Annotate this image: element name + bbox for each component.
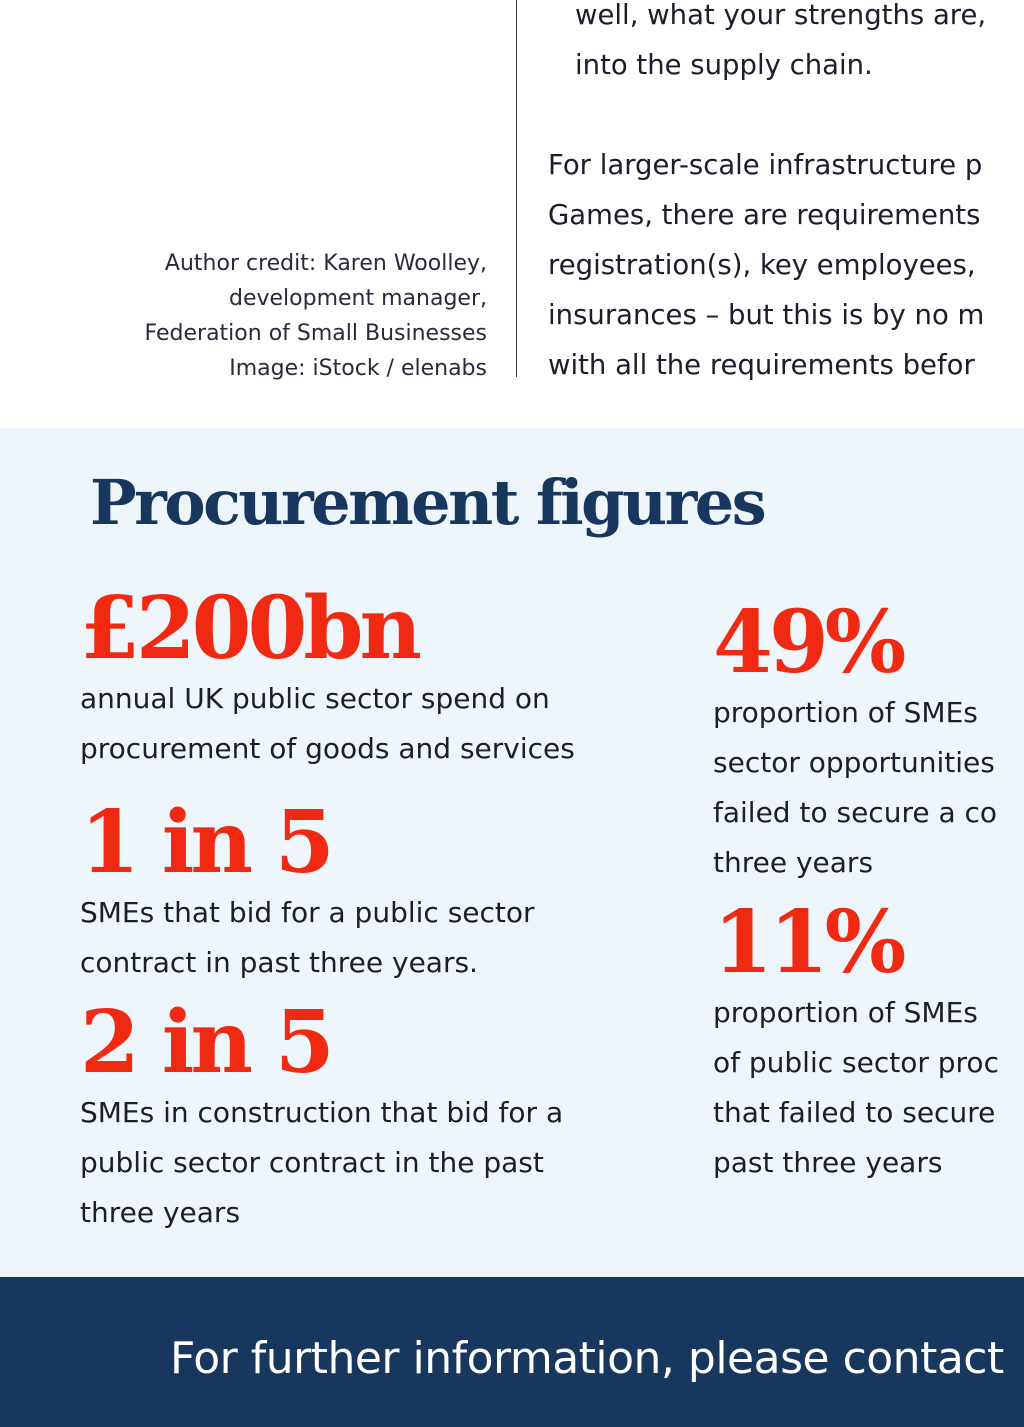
stat-description-line: contract in past three years. bbox=[80, 946, 478, 979]
article-top-section bbox=[0, 0, 1024, 428]
list-item-text: into the supply chain. bbox=[575, 49, 873, 81]
stat-value: 2 in 5 bbox=[80, 992, 331, 1093]
stat-description-line: public sector contract in the past bbox=[80, 1146, 544, 1179]
stat-procurement-failed bbox=[713, 892, 999, 1188]
credit-line: Federation of Small Businesses bbox=[144, 321, 487, 346]
stat-construction-smes bbox=[80, 992, 564, 1238]
paragraph-line: For larger-scale infrastructure p bbox=[548, 149, 983, 181]
author-credit bbox=[47, 246, 487, 386]
stat-description-line: three years bbox=[80, 1196, 241, 1229]
paragraph-line: with all the requirements befor bbox=[548, 349, 975, 381]
footer-contact-text: For further information, please contact bbox=[170, 1333, 1004, 1384]
stat-description-line: past three years bbox=[713, 1146, 943, 1179]
paragraph-line: Games, there are requirements bbox=[548, 199, 981, 231]
stat-value: £200bn bbox=[80, 578, 419, 679]
contact-footer bbox=[0, 1277, 1024, 1427]
stat-public-spend bbox=[80, 578, 575, 774]
stat-value: 49% bbox=[713, 592, 903, 693]
figures-title: Procurement figures bbox=[90, 466, 765, 539]
stat-description-line: SMEs that bid for a public sector bbox=[80, 896, 535, 929]
stat-failed-to-secure bbox=[713, 592, 998, 888]
column-divider bbox=[516, 0, 517, 377]
stat-description-line: of public sector proc bbox=[713, 1046, 999, 1079]
stat-description-line: that failed to secure bbox=[713, 1096, 996, 1129]
stat-description-line: procurement of goods and services bbox=[80, 732, 575, 765]
credit-line: Author credit: Karen Woolley, bbox=[164, 251, 487, 276]
stat-description-line: proportion of SMEs bbox=[713, 996, 978, 1029]
paragraph-gap bbox=[548, 90, 1024, 140]
stat-description-line: annual UK public sector spend on bbox=[80, 682, 550, 715]
paragraph-line: registration(s), key employees, bbox=[548, 249, 976, 281]
stat-description-line: failed to secure a co bbox=[713, 796, 998, 829]
stat-description-line: sector opportunities bbox=[713, 746, 995, 779]
stat-description-line: SMEs in construction that bid for a bbox=[80, 1096, 564, 1129]
stat-description-line: proportion of SMEs bbox=[713, 696, 978, 729]
paragraph-line: insurances – but this is by no m bbox=[548, 299, 985, 331]
procurement-figures-panel bbox=[0, 428, 1024, 1277]
list-item-text: well, what your strengths are, bbox=[575, 0, 987, 31]
stat-value: 11% bbox=[713, 892, 903, 993]
image-credit-line: Image: iStock / elenabs bbox=[229, 356, 487, 381]
credit-line: development manager, bbox=[229, 286, 487, 311]
article-body-text bbox=[548, 0, 1024, 390]
stat-smes-bid bbox=[80, 792, 535, 988]
stat-value: 1 in 5 bbox=[80, 792, 331, 893]
stat-description-line: three years bbox=[713, 846, 874, 879]
